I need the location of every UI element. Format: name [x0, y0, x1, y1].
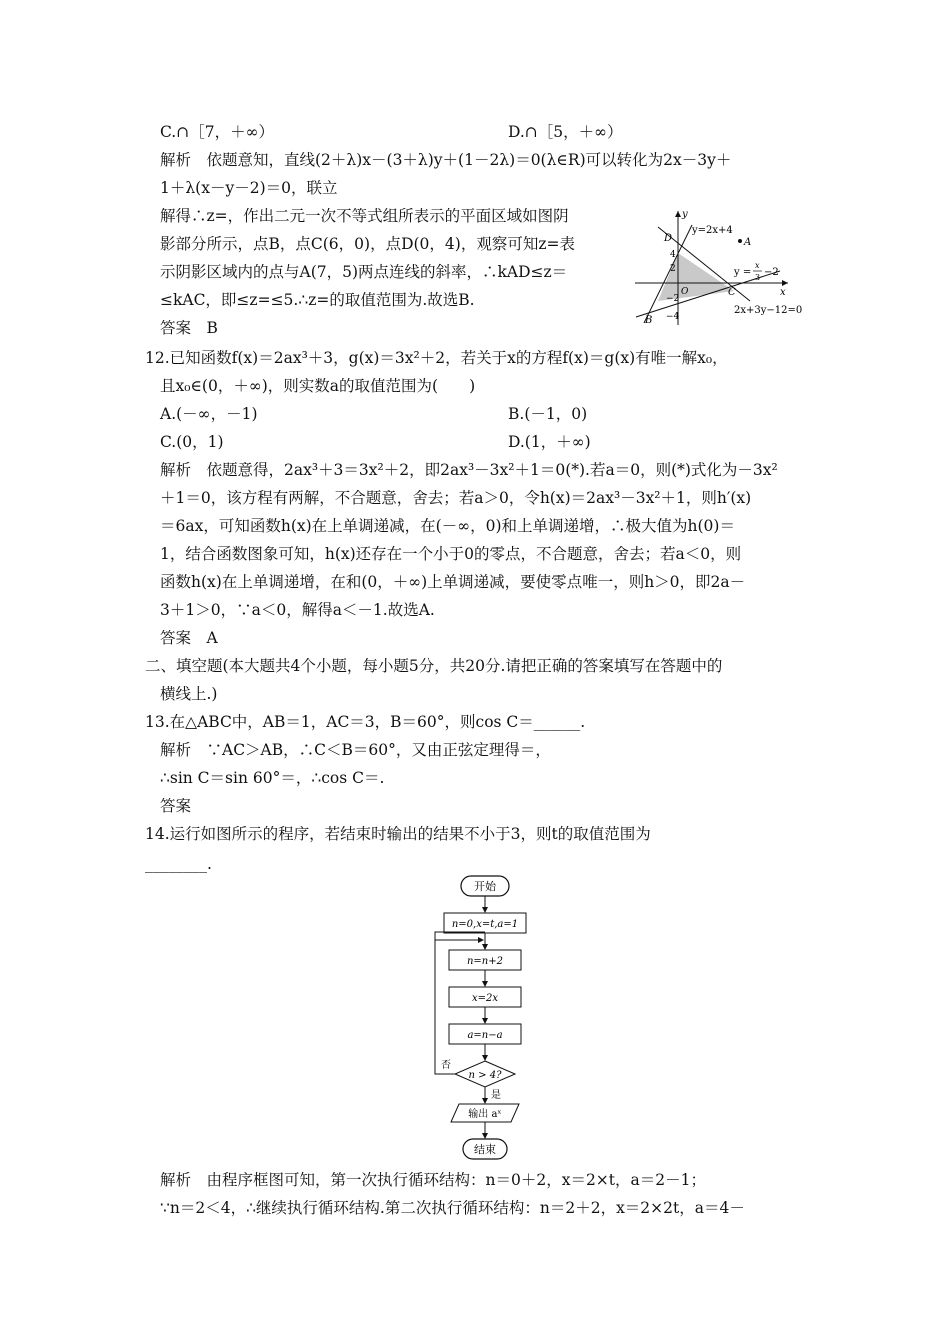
- flow-start-label: 开始: [474, 880, 496, 893]
- tick-2: 2: [670, 264, 676, 274]
- label-point-d: D: [664, 233, 673, 244]
- q14-analysis-line1: 解析 由程序框图可知，第一次执行循环结构：n＝0＋2，x＝2×t，a＝2－1；: [160, 1171, 706, 1189]
- label-line2-num: x: [755, 261, 760, 270]
- q14-stem-line2: ________.: [145, 855, 212, 873]
- label-point-c: C: [728, 287, 736, 298]
- label-line2-prefix: y =: [734, 267, 752, 278]
- section2-title-line1: 二、填空题(本大题共4个小题，每小题5分，共20分.请把正确的答案填写在答题中的: [145, 657, 723, 675]
- q11-option-c: C.∩［7，＋∞）: [160, 123, 274, 141]
- q11-answer: 答案 B: [160, 319, 218, 337]
- flow-step-a-label: a=n−a: [467, 1030, 503, 1041]
- q12-analysis-line6: 3＋1＞0，∵a＜0，解得a＜－1.故选A.: [160, 601, 435, 619]
- flow-init-label: n=0,x=t,a=1: [451, 919, 519, 930]
- flow-end-label: 结束: [474, 1143, 496, 1156]
- q13-analysis-line2: ∴sin C＝sin 60°＝，∴cos C＝.: [160, 769, 385, 787]
- label-origin: O: [681, 287, 689, 297]
- q12-analysis-line4: 1，结合函数图象可知，h(x)还存在一个小于0的零点，不合题意，舍去；若a＜0，则: [160, 545, 742, 563]
- q11-analysis-line2: 1＋λ(x－y－2)＝0，联立: [160, 179, 338, 197]
- q12-analysis-line1: 解析 依题意得，2ax³＋3＝3x²＋2，即2ax³－3x²＋1＝0(*).若a＝0，则(*)式化为－3x²: [160, 461, 778, 479]
- q13-stem: 13.在△ABC中，AB＝1，AC＝3，B＝60°，则cos C＝______.: [145, 713, 586, 731]
- tick-minus-4: −4: [666, 312, 680, 322]
- q12-option-a: A.(－∞，－1): [160, 405, 258, 423]
- label-line1: y=2x+4: [692, 225, 733, 236]
- q12-option-d: D.(1，＋∞): [508, 433, 591, 451]
- q12-analysis-line5: 函数h(x)在上单调递增，在和(0，＋∞)上单调递减，要使零点唯一，则h＞0，即2a－: [160, 573, 746, 591]
- q12-analysis-line2: ＋1＝0，该方程有两解，不合题意，舍去；若a＞0，令h(x)＝2ax³－3x²＋1，则h′(x): [160, 489, 752, 507]
- point-a: [738, 239, 742, 243]
- q11-analysis-line6: ≤kAC，即≤z=≤5.∴z=的取值范围为.故选B.: [160, 291, 475, 309]
- label-point-b: B: [645, 315, 653, 326]
- q14-analysis-line2: ∵n＝2＜4，∴继续执行循环结构.第二次执行循环结构：n＝2＋2，x＝2×2t，a＝4－: [160, 1199, 745, 1217]
- label-point-a: A: [744, 237, 752, 248]
- flow-no-label: 否: [441, 1060, 451, 1071]
- q11-analysis-line4: 影部分所示，点B，点C(6，0)，点D(0，4)，观察可知z=表: [160, 235, 575, 253]
- q12-stem-line2: 且x₀∈(0，＋∞)，则实数a的取值范围为( ): [160, 377, 476, 395]
- q11-analysis-line1: 解析 依题意知，直线(2＋λ)x－(3＋λ)y＋(1－2λ)＝0(λ∈R)可以转化为2x－3y＋: [160, 151, 732, 169]
- q11-region-graph: [630, 205, 810, 330]
- label-line2-den: 3: [755, 273, 761, 282]
- flow-step-n-label: n=n+2: [466, 956, 504, 967]
- q12-option-b: B.(－1，0): [508, 405, 588, 423]
- q11-analysis-line3: 解得∴z=，作出二元一次不等式组所表示的平面区域如图阴: [160, 207, 569, 225]
- q11-analysis-line5: 示阴影区域内的点与A(7，5)两点连线的斜率，∴kAD≤z＝: [160, 263, 568, 281]
- q14-flowchart: [425, 872, 545, 1162]
- q12-analysis-line3: ＝6ax，可知函数h(x)在上单调递减，在(－∞，0)和上单调递增，∴极大值为h(0)＝: [160, 517, 735, 535]
- label-line3: 2x+3y−12=0: [734, 305, 803, 316]
- y-axis-arrow: [675, 211, 681, 217]
- flow-output-label: 输出 aˣ: [468, 1109, 502, 1120]
- q11-option-d: D.∩［5，＋∞）: [508, 123, 623, 141]
- q14-stem-line1: 14.运行如图所示的程序，若结束时输出的结果不小于3，则t的取值范围为: [145, 825, 651, 843]
- q12-answer: 答案 A: [160, 629, 218, 647]
- section2-title-line2: 横线上.): [160, 685, 218, 703]
- flow-yes-label: 是: [491, 1090, 501, 1101]
- label-y: y: [682, 209, 688, 220]
- q12-stem-line1: 12.已知函数f(x)＝2ax³＋3，g(x)＝3x²＋2，若关于x的方程f(x)＝g(x)有唯一解x₀，: [145, 349, 728, 367]
- label-line2-suffix: −2: [764, 267, 779, 278]
- x-axis-arrow: [782, 280, 788, 286]
- q12-option-c: C.(0，1): [160, 433, 224, 451]
- flow-decision-label: n > 4?: [468, 1070, 502, 1081]
- q13-analysis-line1: 解析 ∵AC＞AB，∴C＜B＝60°，又由正弦定理得＝，: [160, 741, 551, 759]
- tick-4: 4: [670, 250, 676, 260]
- tick-minus-2: −2: [666, 294, 680, 304]
- flow-step-x-label: x=2x: [471, 993, 499, 1004]
- label-x: x: [780, 287, 786, 298]
- q13-answer: 答案: [160, 797, 192, 815]
